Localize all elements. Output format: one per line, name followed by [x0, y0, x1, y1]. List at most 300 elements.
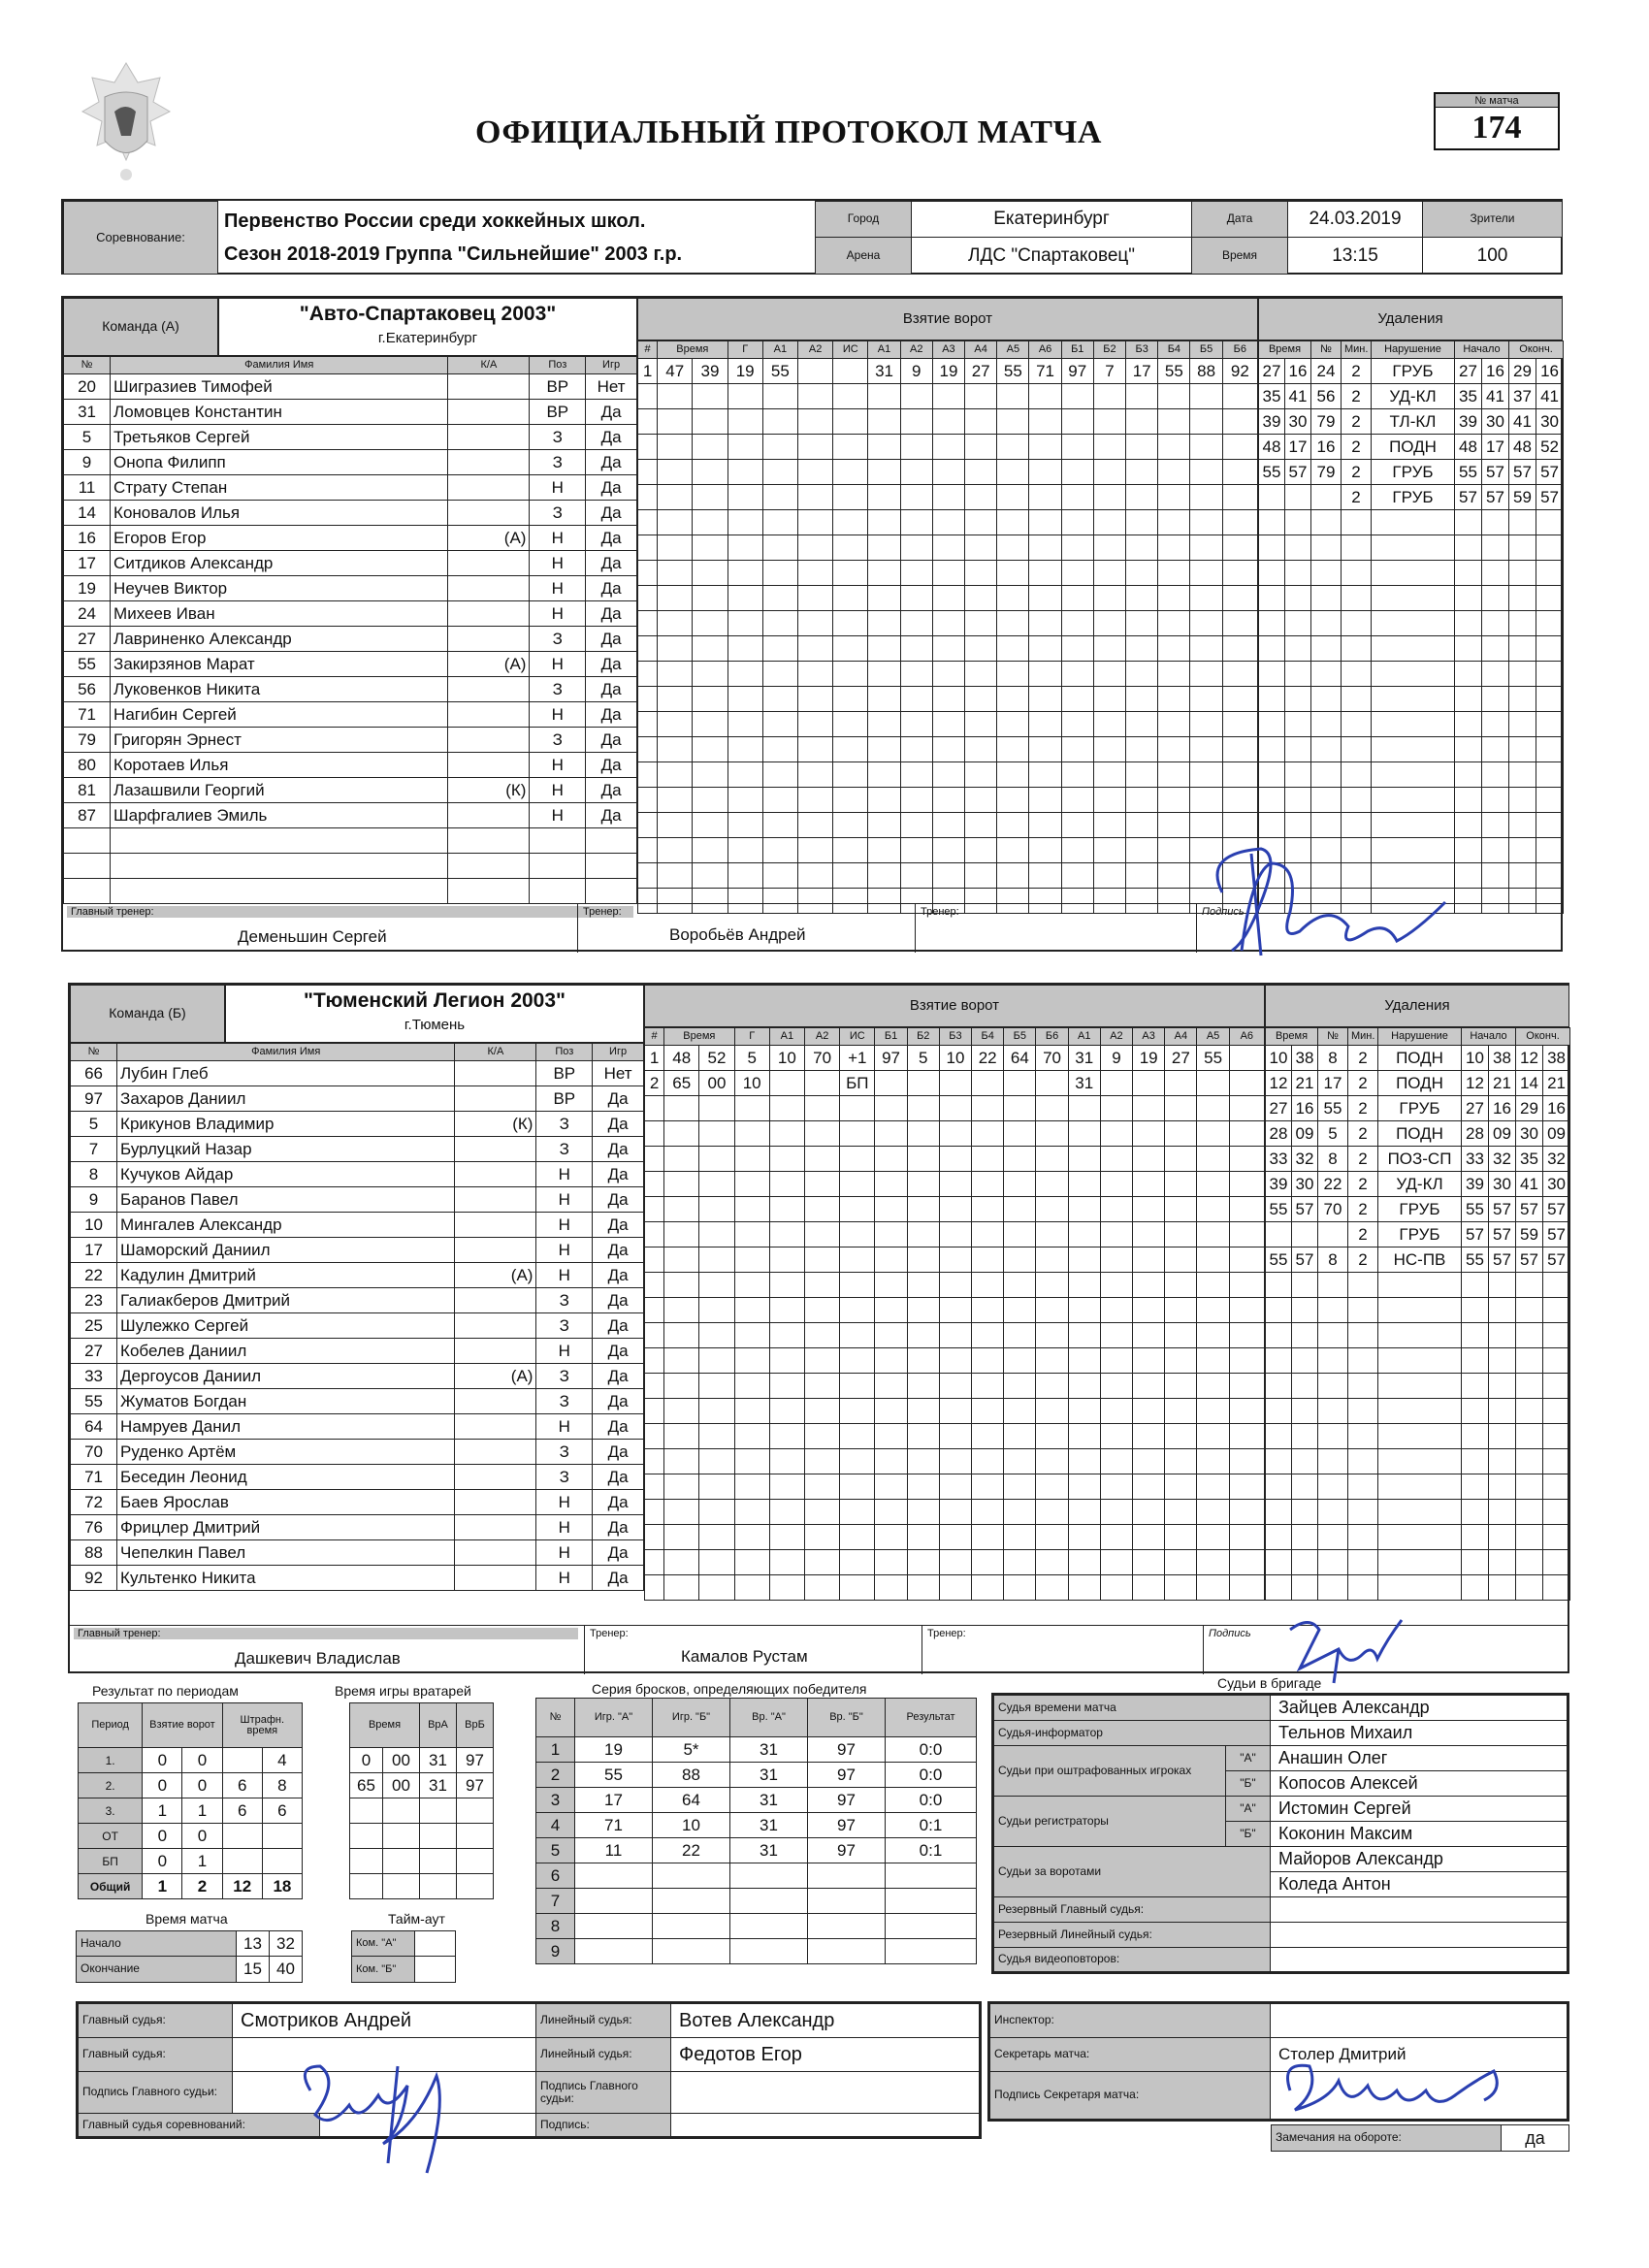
penalty-cell — [1292, 1273, 1318, 1298]
penalty-cell: 10 — [1266, 1046, 1292, 1071]
goal-cell — [1061, 485, 1093, 510]
period-header-cell: Период — [79, 1703, 143, 1748]
goal-cell — [997, 384, 1029, 409]
penalty-cell: 57 — [1516, 1197, 1543, 1222]
goalie-cell — [457, 1874, 494, 1899]
player-role — [448, 601, 530, 627]
penalty-header-cell: Мин. — [1348, 1028, 1378, 1046]
player-number: 92 — [71, 1566, 117, 1591]
goal-cell — [1029, 561, 1061, 586]
goal-cell — [1100, 1348, 1132, 1374]
match-start-minute: 32 — [269, 1930, 303, 1957]
head-referee-signature — [291, 2037, 475, 2183]
penalty-cell — [1516, 1575, 1543, 1601]
shootout-cell: 64 — [653, 1788, 730, 1813]
goalie-row — [350, 1824, 494, 1849]
shootout-row — [536, 1763, 977, 1788]
goal-cell — [798, 485, 833, 510]
penalty-row — [1266, 1298, 1570, 1323]
player-name: Фрицлер Дмитрий — [117, 1515, 455, 1540]
goal-cell — [645, 1424, 664, 1449]
player-position: Н — [530, 526, 586, 551]
period-value: 0 — [182, 1773, 222, 1798]
player-position: Н — [536, 1339, 593, 1364]
player-position: Н — [530, 475, 586, 501]
penalty-cell: 39 — [1455, 409, 1482, 435]
goal-row — [645, 1096, 1265, 1121]
goal-cell: 92 — [1222, 359, 1257, 384]
goal-cell — [798, 788, 833, 813]
penalty-cell: 59 — [1516, 1222, 1543, 1247]
goal-cell — [769, 1474, 804, 1500]
goal-cell — [805, 1449, 840, 1474]
player-role — [448, 627, 530, 652]
penalty-cell — [1489, 1374, 1516, 1399]
player-played: Да — [593, 1490, 644, 1515]
shootout-attempt-number: 1 — [536, 1737, 575, 1763]
goal-cell: 88 — [1190, 359, 1222, 384]
goal-cell — [734, 1550, 769, 1575]
player-played: Да — [593, 1162, 644, 1187]
goal-header-cell: Б2 — [907, 1028, 939, 1046]
goal-cell — [972, 1500, 1004, 1525]
goal-cell — [1133, 1399, 1165, 1424]
penalty-row — [1259, 611, 1564, 636]
goal-row — [638, 788, 1258, 813]
goal-cell — [728, 838, 762, 863]
penalty-cell — [1292, 1575, 1318, 1601]
goal-cell: 47 — [658, 359, 693, 384]
penalty-cell — [1455, 611, 1482, 636]
goal-cell — [1061, 737, 1093, 762]
goal-cell — [645, 1399, 664, 1424]
penalty-judge-b-tag: "Б" — [1225, 1770, 1271, 1797]
goal-cell — [900, 384, 932, 409]
goal-cell — [1197, 1298, 1229, 1323]
penalty-cell: 57 — [1536, 485, 1564, 510]
goal-cell — [1190, 384, 1222, 409]
shootout-cell — [575, 1939, 653, 1964]
goal-cell — [645, 1374, 664, 1399]
player-name: Закирзянов Марат — [111, 652, 448, 677]
penalty-cell: ГРУБ — [1378, 1096, 1462, 1121]
goal-cell — [664, 1273, 699, 1298]
penalty-cell — [1536, 712, 1564, 737]
goalie-cell — [457, 1824, 494, 1849]
player-number: 72 — [71, 1490, 117, 1515]
penalty-cell — [1536, 510, 1564, 535]
goal-cell — [1158, 838, 1190, 863]
team-a-coach2-divider — [915, 904, 916, 953]
player-role — [455, 1238, 536, 1263]
penalty-cell — [1516, 1525, 1543, 1550]
goal-cell — [1165, 1449, 1197, 1474]
goalie-cell — [420, 1798, 457, 1824]
goal-cell — [805, 1323, 840, 1348]
goal-cell — [699, 1449, 734, 1474]
goal-cell — [1093, 712, 1125, 737]
penalty-cell — [1536, 687, 1564, 712]
goal-cell — [1222, 762, 1257, 788]
penalty-cell: 21 — [1543, 1071, 1570, 1096]
goal-cell — [1222, 384, 1257, 409]
goal-cell — [997, 788, 1029, 813]
shootout-row — [536, 1939, 977, 1964]
penalty-row — [1259, 636, 1564, 662]
goal-cell — [638, 409, 658, 435]
competition-line-2: Сезон 2018-2019 Группа "Сильнейшие" 2003 г.р. — [224, 243, 683, 265]
penalty-cell — [1455, 737, 1482, 762]
goal-cell — [1158, 586, 1190, 611]
goal-cell — [932, 838, 964, 863]
penalty-cell — [1455, 636, 1482, 662]
penalty-cell: 48 — [1259, 435, 1285, 460]
player-name — [111, 828, 448, 854]
goal-cell — [833, 788, 868, 813]
penalty-cell — [1378, 1348, 1462, 1374]
spectators-label: Зрители — [1422, 201, 1563, 238]
roster-header-cell: Игр — [586, 357, 637, 374]
penalty-cell — [1489, 1298, 1516, 1323]
goal-cell — [699, 1121, 734, 1147]
goal-cell — [805, 1298, 840, 1323]
goal-cell — [900, 485, 932, 510]
goal-cell — [875, 1575, 907, 1601]
penalty-cell — [1516, 1474, 1543, 1500]
goal-cell — [833, 636, 868, 662]
goal-row — [645, 1273, 1265, 1298]
officials-box — [991, 1693, 1569, 1974]
penalty-cell — [1342, 737, 1372, 762]
penalty-cell: ПОДН — [1378, 1046, 1462, 1071]
penalty-cell — [1509, 662, 1536, 687]
penalty-row — [1266, 1323, 1570, 1348]
player-number: 71 — [64, 702, 111, 728]
goal-cell — [900, 510, 932, 535]
timeout-b-value — [414, 1956, 456, 1983]
goal-cell — [965, 636, 997, 662]
penalty-cell — [1292, 1323, 1318, 1348]
penalty-cell: 38 — [1489, 1046, 1516, 1071]
penalty-cell: 57 — [1482, 460, 1509, 485]
player-row — [64, 879, 637, 904]
penalty-cell: 12 — [1516, 1046, 1543, 1071]
player-position: Н — [536, 1490, 593, 1515]
player-name: Бурлуцкий Назар — [117, 1137, 455, 1162]
goal-cell — [638, 737, 658, 762]
period-results-title: Результат по периодам — [92, 1683, 239, 1699]
penalty-cell — [1372, 712, 1455, 737]
goal-cell — [664, 1222, 699, 1247]
goal-cell — [1100, 1525, 1132, 1550]
penalty-header-cell: № — [1318, 1028, 1348, 1046]
goal-cell — [833, 813, 868, 838]
penalty-cell — [1318, 1348, 1348, 1374]
goal-cell — [1061, 813, 1093, 838]
goal-cell — [972, 1222, 1004, 1247]
goal-cell — [1093, 586, 1125, 611]
goal-cell — [840, 1374, 875, 1399]
goal-cell — [1197, 1172, 1229, 1197]
penalty-row — [1259, 384, 1564, 409]
player-role — [455, 1061, 536, 1086]
goal-cell — [1158, 611, 1190, 636]
penalty-cell: 2 — [1348, 1096, 1378, 1121]
player-name: Неучев Виктор — [111, 576, 448, 601]
penalty-cell — [1266, 1298, 1292, 1323]
penalty-cell: ГРУБ — [1372, 359, 1455, 384]
goal-cell — [1229, 1575, 1264, 1601]
player-number: 9 — [71, 1187, 117, 1213]
goal-cell — [699, 1298, 734, 1323]
penalty-cell — [1318, 1222, 1348, 1247]
penalty-cell — [1482, 510, 1509, 535]
goal-cell — [645, 1298, 664, 1323]
head-ref-label: Главный судья: — [78, 2003, 233, 2038]
goal-cell — [1158, 636, 1190, 662]
goal-judge-1: Майоров Александр — [1270, 1846, 1568, 1872]
penalty-cell: 39 — [1259, 409, 1285, 435]
goal-cell — [907, 1474, 939, 1500]
goal-cell — [833, 460, 868, 485]
period-value: 6 — [222, 1798, 262, 1824]
period-value: 0 — [143, 1849, 182, 1874]
goal-cell: 9 — [900, 359, 932, 384]
goal-cell — [840, 1399, 875, 1424]
penalty-cell — [1266, 1550, 1292, 1575]
goal-cell — [840, 1424, 875, 1449]
goal-cell — [645, 1525, 664, 1550]
player-name: Третьяков Сергей — [111, 425, 448, 450]
penalty-cell — [1311, 535, 1342, 561]
goal-cell — [664, 1121, 699, 1147]
player-played: Да — [593, 1086, 644, 1112]
goal-cell — [868, 535, 900, 561]
goal-cell — [734, 1399, 769, 1424]
player-row — [64, 400, 637, 425]
team_b-penalties-header — [1266, 1028, 1570, 1046]
penalty-cell — [1266, 1449, 1292, 1474]
penalty-cell — [1348, 1399, 1378, 1424]
penalty-cell — [1378, 1575, 1462, 1601]
player-position — [530, 879, 586, 904]
goal-cell — [972, 1474, 1004, 1500]
goal-cell — [1190, 762, 1222, 788]
team-b-goals-table — [644, 1027, 1265, 1601]
goal-cell — [939, 1121, 971, 1147]
head-ref-1: Смотриков Андрей — [232, 2003, 536, 2038]
goal-cell: 17 — [1126, 359, 1158, 384]
penalty-cell — [1292, 1222, 1318, 1247]
goal-cell — [645, 1273, 664, 1298]
player-role — [448, 879, 530, 904]
goal-cell — [638, 586, 658, 611]
goal-row — [638, 485, 1258, 510]
penalty-cell — [1342, 788, 1372, 813]
goal-cell — [645, 1121, 664, 1147]
goal-cell — [645, 1575, 664, 1601]
goal-cell — [734, 1222, 769, 1247]
player-role — [455, 1566, 536, 1591]
goal-cell — [840, 1273, 875, 1298]
goal-cell — [939, 1424, 971, 1449]
team-b-coach: Камалов Рустам — [681, 1647, 808, 1666]
goal-cell — [734, 1323, 769, 1348]
penalty-cell — [1462, 1525, 1489, 1550]
goal-cell — [769, 1147, 804, 1172]
goal-cell — [840, 1525, 875, 1550]
player-number: 9 — [64, 450, 111, 475]
team-a-head-coach-label: Главный тренер: — [67, 906, 633, 918]
goal-cell — [645, 1474, 664, 1500]
penalty-cell — [1509, 535, 1536, 561]
penalty-cell — [1462, 1323, 1489, 1348]
inspector-label: Инспектор: — [989, 2003, 1271, 2038]
player-role — [455, 1162, 536, 1187]
match-end-minute: 40 — [269, 1956, 303, 1983]
goal-row — [645, 1222, 1265, 1247]
player-row — [64, 753, 637, 778]
player-played: Да — [593, 1339, 644, 1364]
goal-cell — [907, 1247, 939, 1273]
penalty-cell — [1318, 1525, 1348, 1550]
goal-cell — [939, 1147, 971, 1172]
goal-cell — [664, 1197, 699, 1222]
goal-cell — [1061, 636, 1093, 662]
goal-cell — [965, 788, 997, 813]
player-row — [71, 1187, 644, 1213]
goal-cell — [728, 636, 762, 662]
penalty-cell: 57 — [1543, 1247, 1570, 1273]
penalty-cell: 17 — [1285, 435, 1311, 460]
player-position: Н — [536, 1515, 593, 1540]
goal-cell — [1133, 1550, 1165, 1575]
goal-cell — [1133, 1449, 1165, 1474]
goal-row — [645, 1399, 1265, 1424]
goal-cell — [1100, 1550, 1132, 1575]
goal-cell — [734, 1247, 769, 1273]
goal-cell — [1229, 1273, 1264, 1298]
goal-cell — [762, 813, 797, 838]
goal-cell — [658, 485, 693, 510]
goalie-cell — [383, 1798, 420, 1824]
period-name: 1. — [79, 1748, 143, 1773]
player-name: Лазашвили Георгий — [111, 778, 448, 803]
goal-row — [638, 460, 1258, 485]
goal-cell — [840, 1172, 875, 1197]
goal-cell — [965, 435, 997, 460]
goal-cell — [833, 762, 868, 788]
goalie-header-cell: Время — [350, 1703, 420, 1748]
penalty-cell — [1482, 687, 1509, 712]
goal-header-cell: Б1 — [1061, 341, 1093, 359]
player-played — [586, 828, 637, 854]
player-number: 76 — [71, 1515, 117, 1540]
goal-cell — [1197, 1273, 1229, 1298]
goal-cell — [1100, 1172, 1132, 1197]
goal-cell — [664, 1147, 699, 1172]
goal-cell — [638, 712, 658, 737]
player-role — [455, 1137, 536, 1162]
goal-cell — [1068, 1550, 1100, 1575]
penalty-cell — [1462, 1348, 1489, 1374]
goal-cell — [1093, 561, 1125, 586]
penalty-cell — [1516, 1500, 1543, 1525]
goal-cell — [1126, 712, 1158, 737]
player-role — [455, 1086, 536, 1112]
shootout-cell — [808, 1914, 886, 1939]
secretary-value: Столер Дмитрий — [1270, 2037, 1568, 2072]
roster-header-cell: Фамилия Имя — [111, 357, 448, 374]
shootout-cell — [730, 1863, 808, 1889]
goal-cell — [972, 1071, 1004, 1096]
goal-cell — [1029, 611, 1061, 636]
penalty-cell — [1462, 1550, 1489, 1575]
goal-cell — [1061, 662, 1093, 687]
penalty-cell — [1536, 762, 1564, 788]
goal-cell — [1061, 510, 1093, 535]
penalty-row — [1259, 712, 1564, 737]
timeout-a-value — [414, 1930, 456, 1957]
goal-cell — [840, 1348, 875, 1374]
goal-cell — [939, 1399, 971, 1424]
goal-cell — [1068, 1197, 1100, 1222]
player-row — [71, 1465, 644, 1490]
goal-cell — [1126, 409, 1158, 435]
penalty-cell: ГРУБ — [1378, 1197, 1462, 1222]
penalty-cell: 12 — [1266, 1071, 1292, 1096]
penalty-cell — [1455, 510, 1482, 535]
player-position: Н — [530, 551, 586, 576]
player-played: Да — [593, 1465, 644, 1490]
player-position: Н — [530, 652, 586, 677]
goal-header-cell: Г — [728, 341, 762, 359]
penalty-cell: 79 — [1311, 409, 1342, 435]
penalty-header-cell: Время — [1266, 1028, 1318, 1046]
player-number — [64, 879, 111, 904]
player-row — [71, 1137, 644, 1162]
goal-cell — [833, 611, 868, 636]
goal-cell — [868, 636, 900, 662]
shootout-header-cell: № — [536, 1699, 575, 1737]
shootout-cell: 97 — [808, 1763, 886, 1788]
goal-cell — [728, 510, 762, 535]
penalty-cell — [1348, 1424, 1378, 1449]
goal-cell — [1068, 1474, 1100, 1500]
goal-cell — [1165, 1247, 1197, 1273]
page-title: ОФИЦИАЛЬНЫЙ ПРОТОКОЛ МАТЧА — [475, 114, 1102, 150]
penalty-row — [1266, 1348, 1570, 1374]
goal-cell — [762, 435, 797, 460]
shootout-row — [536, 1914, 977, 1939]
penalty-cell — [1536, 535, 1564, 561]
goal-cell — [798, 384, 833, 409]
penalty-cell — [1311, 510, 1342, 535]
goal-cell — [972, 1298, 1004, 1323]
goal-cell: 22 — [972, 1046, 1004, 1071]
penalty-cell: 30 — [1543, 1172, 1570, 1197]
player-number: 80 — [64, 753, 111, 778]
penalty-cell — [1311, 561, 1342, 586]
goal-cell — [1158, 435, 1190, 460]
goal-cell — [939, 1298, 971, 1323]
goal-cell — [997, 737, 1029, 762]
goal-cell — [1190, 460, 1222, 485]
penalty-cell — [1482, 762, 1509, 788]
player-role — [455, 1389, 536, 1414]
goal-cell — [833, 435, 868, 460]
goal-header-cell: # — [645, 1028, 664, 1046]
